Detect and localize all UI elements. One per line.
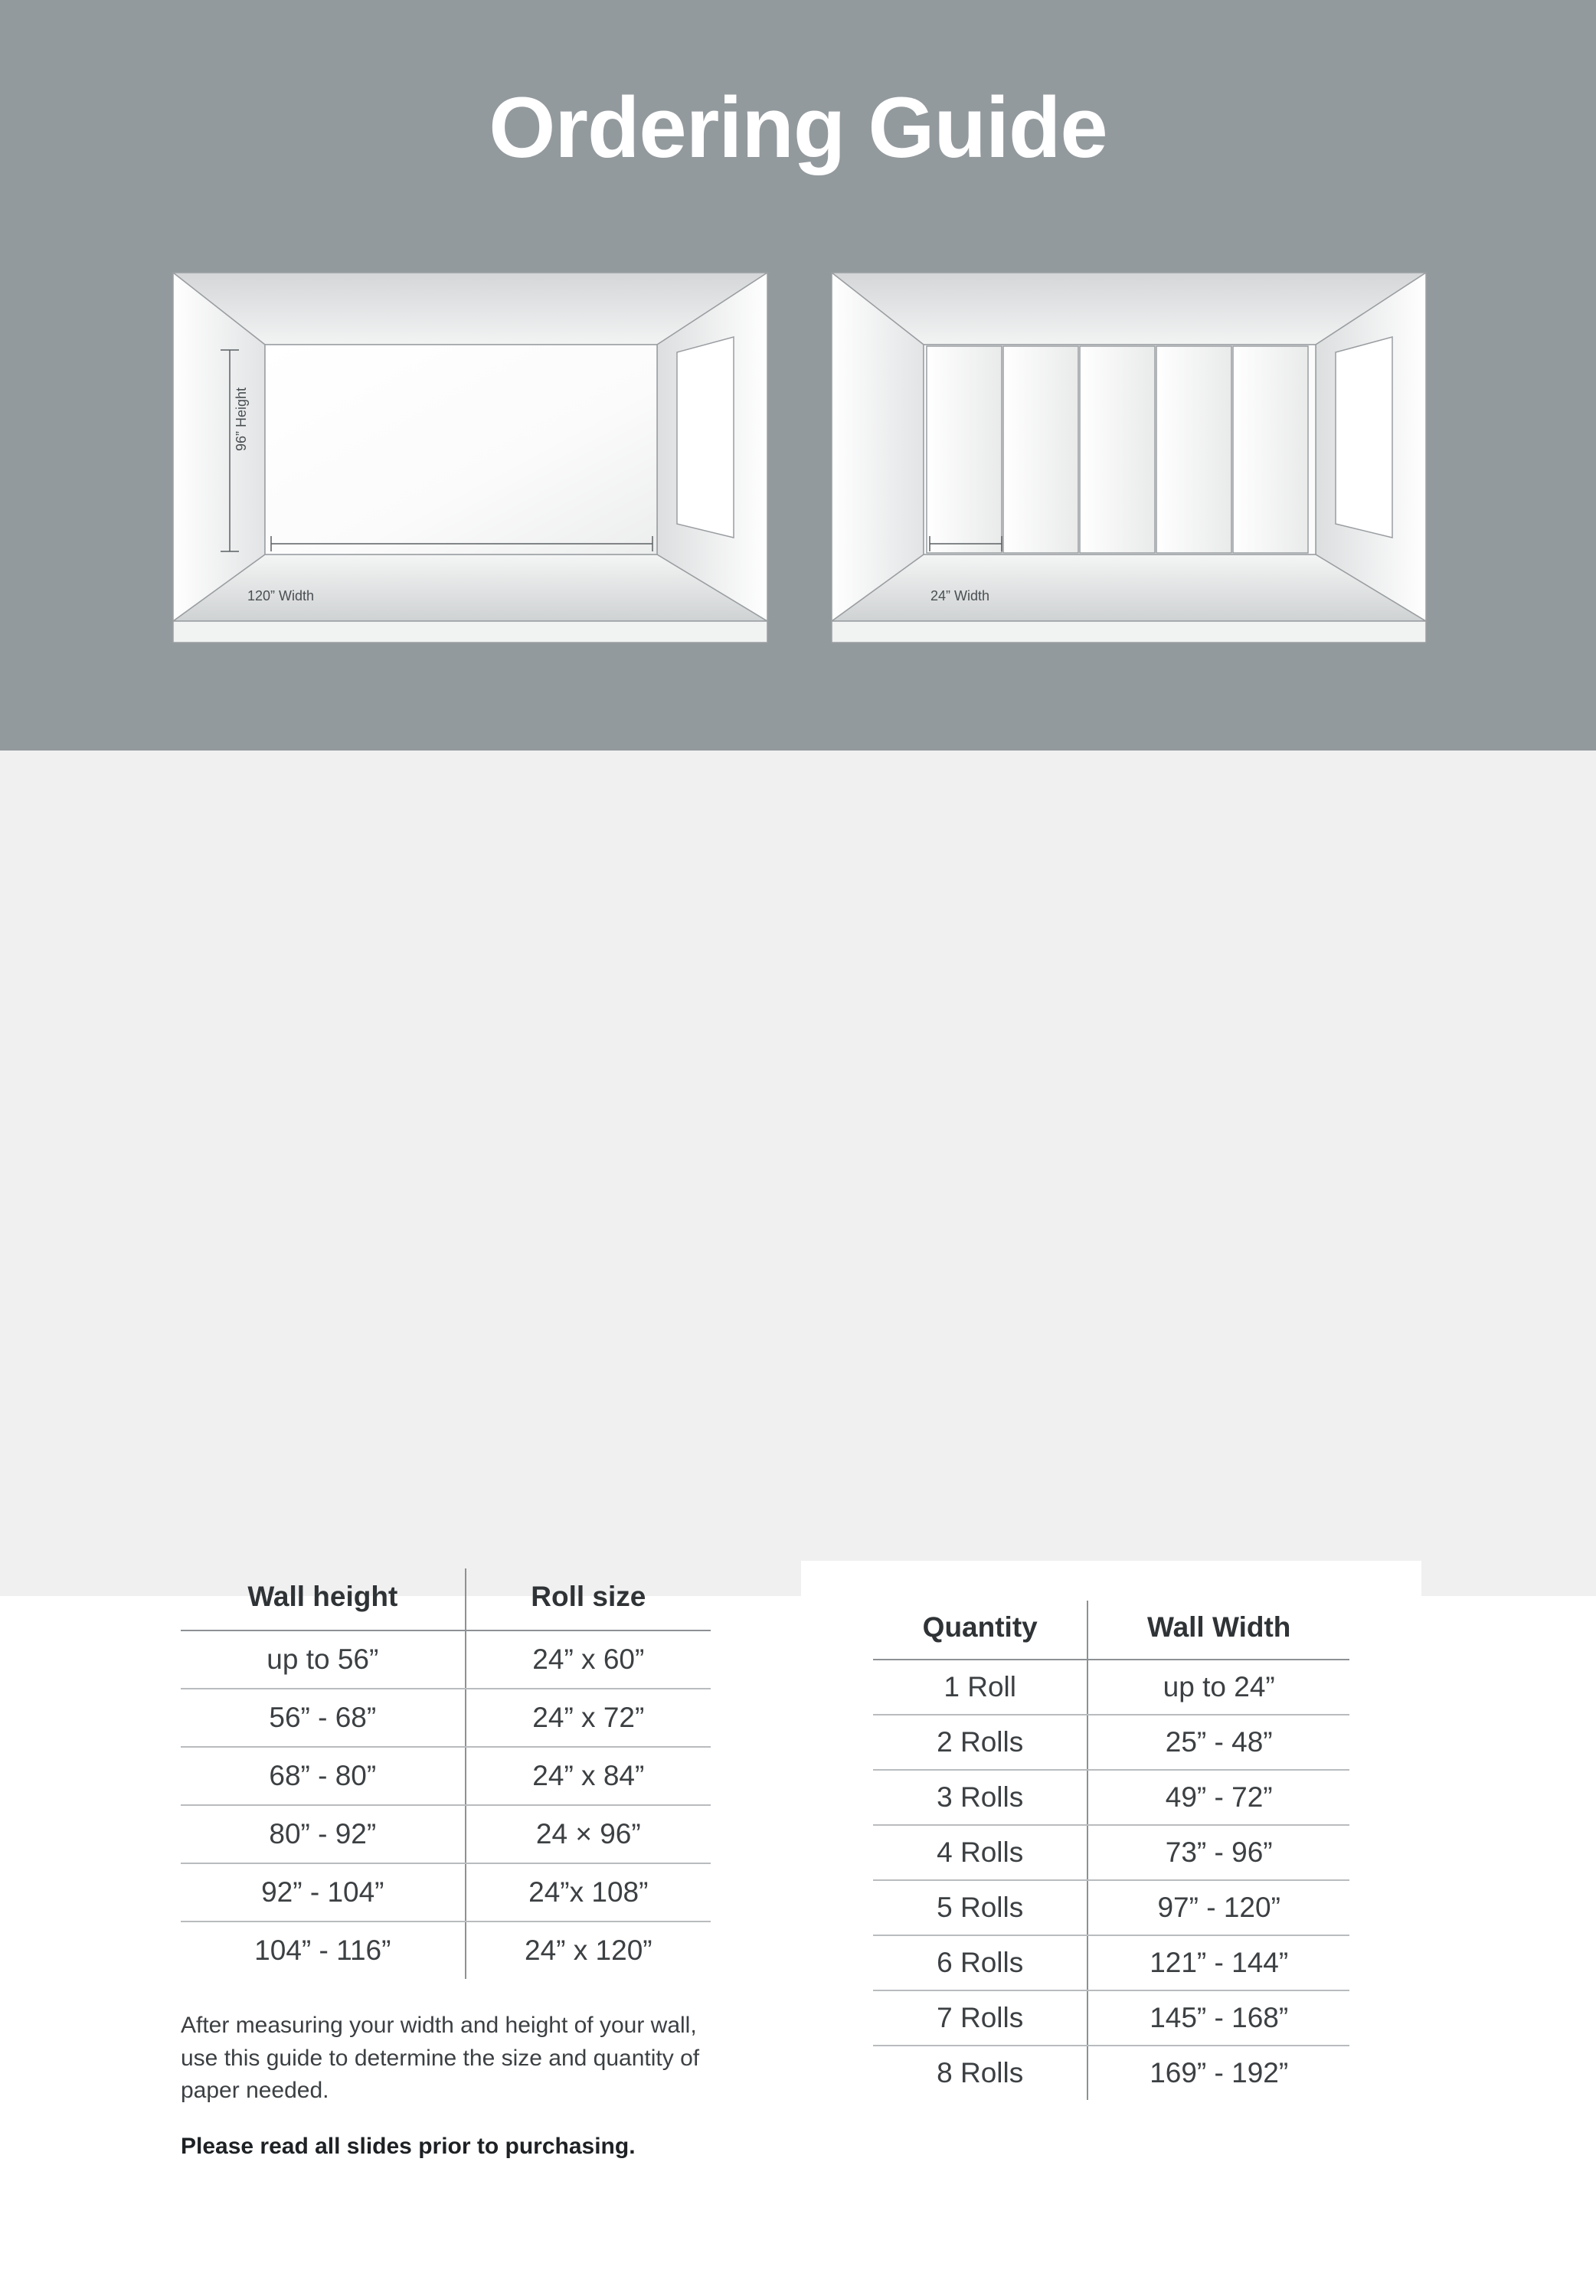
quantity-table (873, 1601, 1349, 2100)
column-header-wall-width: Wall Width (1087, 1601, 1349, 1660)
cell-roll-size: 24” x 84” (466, 1747, 711, 1805)
paneled-wall-diagram (829, 270, 1429, 646)
cell-wall-height: 68” - 80” (181, 1747, 466, 1805)
cell-wall-width: 49” - 72” (1087, 1770, 1349, 1825)
cell-wall-height: up to 56” (181, 1630, 466, 1689)
cell-wall-width: 25” - 48” (1087, 1715, 1349, 1770)
table-row (181, 1747, 711, 1805)
cell-quantity: 2 Rolls (873, 1715, 1087, 1770)
table-row (181, 1922, 711, 1979)
cell-roll-size: 24” x 60” (466, 1630, 711, 1689)
cell-roll-size: 24” x 72” (466, 1689, 711, 1747)
column-header-wall-height: Wall height (181, 1568, 466, 1630)
cell-wall-width: 145” - 168” (1087, 1990, 1349, 2046)
hero-section (0, 0, 1596, 751)
cell-quantity: 5 Rolls (873, 1880, 1087, 1935)
table-row (181, 1805, 711, 1863)
cell-quantity: 1 Roll (873, 1660, 1087, 1715)
cell-quantity: 3 Rolls (873, 1770, 1087, 1825)
cell-wall-height: 56” - 68” (181, 1689, 466, 1747)
cell-wall-width: up to 24” (1087, 1660, 1349, 1715)
cell-wall-width: 169” - 192” (1087, 2046, 1349, 2100)
cell-quantity: 6 Rolls (873, 1935, 1087, 1990)
instructions-emphasis: Please read all slides prior to purchasing. (181, 2133, 636, 2159)
lower-section (0, 751, 1596, 2159)
table-row (873, 1770, 1349, 1825)
table-row (181, 1863, 711, 1922)
cell-wall-width: 121” - 144” (1087, 1935, 1349, 1990)
table-row (873, 1935, 1349, 1990)
quantity-card (801, 1561, 1421, 2296)
cell-quantity: 4 Rolls (873, 1825, 1087, 1880)
page-title: Ordering Guide (489, 80, 1107, 175)
cell-roll-size: 24”x 108” (466, 1863, 711, 1922)
width-dimension-label-right: 24” Width (930, 588, 990, 603)
cell-roll-size: 24” x 120” (466, 1922, 711, 1979)
cell-quantity: 8 Rolls (937, 2057, 1024, 2088)
table-row (873, 1825, 1349, 1880)
table-row (181, 1630, 711, 1689)
cell-wall-height: 92” - 104” (181, 1863, 466, 1922)
table-row (873, 1880, 1349, 1935)
table-row (873, 1660, 1349, 1715)
paneled-wall-illustration (829, 270, 1429, 646)
cell-quantity: 7 Rolls (873, 1990, 1087, 2046)
table-row (873, 1715, 1349, 1770)
column-header-quantity: Quantity (873, 1601, 1087, 1660)
cell-wall-height: 104” - 116” (254, 1935, 391, 1966)
cell-roll-size: 24 × 96” (466, 1805, 711, 1863)
wall-height-table (181, 1568, 711, 1979)
height-dimension-label: 96” Height (234, 387, 249, 451)
cell-wall-height: 80” - 92” (181, 1805, 466, 1863)
table-row (873, 2046, 1349, 2100)
width-dimension-label-left: 120” Width (247, 588, 315, 603)
cell-wall-width: 73” - 96” (1087, 1825, 1349, 1880)
column-header-roll-size: Roll size (466, 1568, 711, 1630)
table-row (873, 1990, 1349, 2046)
wall-height-block (181, 1568, 711, 2163)
table-header-row (181, 1568, 711, 1630)
instructions-paragraph: After measuring your width and height of your wall, use this guide to determine the size and quantity of paper needed. (181, 2013, 700, 2104)
table-row (181, 1689, 711, 1747)
table-header-row (873, 1601, 1349, 1660)
cell-wall-width: 97” - 120” (1087, 1880, 1349, 1935)
